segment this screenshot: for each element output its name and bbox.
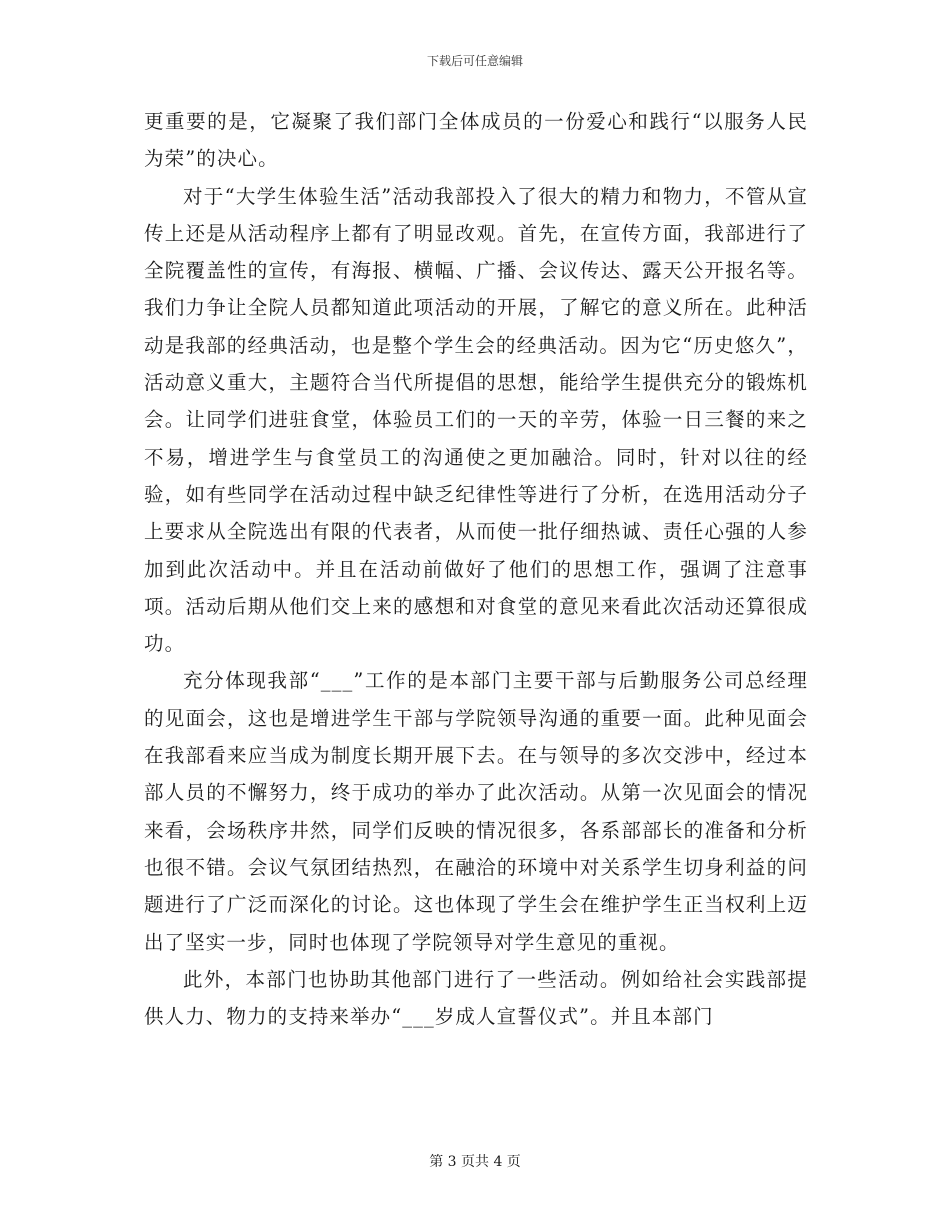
document-body — [144, 103, 808, 1035]
paragraph-2: 对于“大学生体验生活”活动我部投入了很大的精力和物力，不管从宣传上还是从活动程序上都有了明显改观。首先，在宣传方面，我部进行了全院覆盖性的宣传，有海报、横幅、广播、会议传达、露天公开报名等。我们力争让全院人员都知道此项活动的开展，了解它的意义所在。此种活动是我部的经典活动，也是整个学生会的经典活动。因为它“历史悠久”，活动意义重大，主题符合当代所提倡的思想，能给学生提供充分的锻炼机会。让同学们进驻食堂，体验员工们的一天的辛劳，体验一日三餐的来之不易，增进学生与食堂员工的沟通使之更加融洽。同时，针对以往的经验，如有些同学在活动过程中缺乏纪律性等进行了分析，在选用活动分子上要求从全院选出有限的代表者，从而使一批仔细热诚、责任心强的人参加到此次活动中。并且在活动前做好了他们的思想工作，强调了注意事项。活动后期从他们交上来的感想和对食堂的意见来看此次活动还算很成功。 — [144, 184, 808, 656]
paragraph-1: 更重要的是，它凝聚了我们部门全体成员的一份爱心和践行“以服务人民为荣”的决心。 — [144, 110, 808, 171]
page-footer: 第 3 页共 4 页 — [429, 1154, 521, 1170]
paragraph-4: 此外，本部门也协助其他部门进行了一些活动。例如给社会实践部提供人力、物力的支持来举办“___岁成人宣誓仪式”。并且本部门 — [144, 967, 808, 1029]
paragraph-3: 充分体现我部“___”工作的是本部门主要干部与后勤服务公司总经理的见面会，这也是增进学生干部与学院领导沟通的重要一面。此种见面会在我部看来应当成为制度长期开展下去。在与领导的多次交涉中，经过本部人员的不懈努力，终于成功的举办了此次活动。从第一次见面会的情况来看，会场秩序井然，同学们反映的情况很多，各系部部长的准备和分析也很不错。会议气氛团结热烈，在融洽的环境中对关系学生切身利益的问题进行了广泛而深化的讨论。这也体现了学生会在维护学生正当权利上迈出了坚实一步，同时也体现了学院领导对学生意见的重视。 — [144, 669, 808, 954]
page-header: 下载后可任意编辑 — [426, 54, 523, 68]
